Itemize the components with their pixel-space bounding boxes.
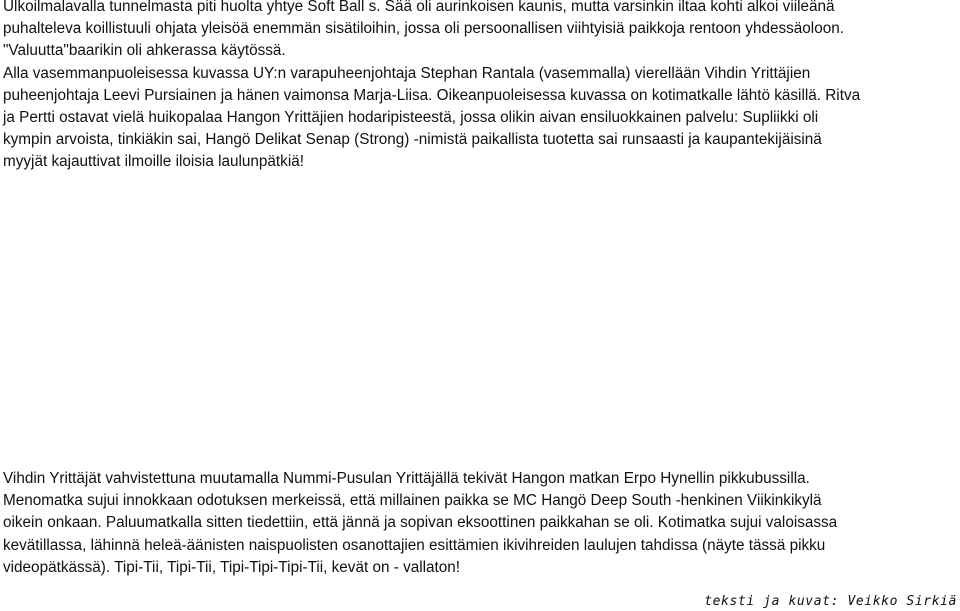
text-line: puheenjohtaja Leevi Pursiainen ja hänen vaimonsa Marja-Liisa. Oikeanpuoleisessa kuvassa on kotimatkalle lähtö käsillä. Ritva (3, 86, 861, 104)
text-line: videopätkässä). Tipi-Tii, Tipi-Tii, Tipi-Tipi-Tipi-Tii, kevät on - vallaton! (3, 558, 461, 576)
text-line: Vihdin Yrittäjät vahvistettuna muutamalla Nummi-Pusulan Yrittäjällä tekivät Hangon matkan Erpo Hynellin pikkubussilla. (3, 470, 810, 487)
text-line: Ulkoilmalavalla tunnelmasta piti huolta yhtye Soft Ball s. Sää oli aurinkoisen kaunis, mutta varsinkin iltaa kohti alkoi viileänä (3, 0, 835, 15)
article-paragraph-bottom (3, 468, 957, 579)
author-credit: teksti ja kuvat: Veikko Sirkiä (704, 594, 957, 609)
text-line: ja Pertti ostavat vielä huikopalaa Hangon Yrittäjien hodaripisteestä, jossa olikin aivan ensiluokkainen palvelu: Supliikki oli (3, 109, 819, 127)
text-line: puhalteleva koillistuuli ohjata yleisöä enemmän sisätiloihin, jossa oli persoonallisen viihtyisiä paikkoja rentoon yhdessäoloon. (3, 20, 844, 38)
text-line: myyjät kajauttivat ilmoille iloisia laulunpätkiä! (3, 153, 304, 171)
article-paragraph-top (3, 0, 957, 174)
text-line: Menomatka sujui innokkaan odotuksen merkeissä, että millainen paikka se MC Hangö Deep South -henkinen Viikinkikylä (3, 492, 822, 510)
text-line: oikein onkaan. Paluumatkalla sitten tiedettiin, että jännä ja sopivan eksoottinen paikkahan se oli. Kotimatka sujui valoisassa (3, 514, 838, 532)
text-line: kevätillassa, lähinnä heleä-äänisten naispuolisten osanottajien esittämien ikivihreiden laulujen tahdissa (näyte tässä pikku (3, 536, 826, 554)
text-line: "Valuutta"baarikin oli ahkerassa käytössä. (3, 42, 286, 60)
text-line: Alla vasemmanpuoleisessa kuvassa UY:n varapuheenjohtaja Stephan Rantala (vasemmalla) vierellään Vihdin Yrittäjien (3, 64, 811, 82)
text-line: kympin arvoista, tinkiäkin sai, Hangö Delikat Senap (Strong) -nimistä paikallista tuotetta sai runsaasti ja kaupantekijäisinä (3, 131, 822, 149)
